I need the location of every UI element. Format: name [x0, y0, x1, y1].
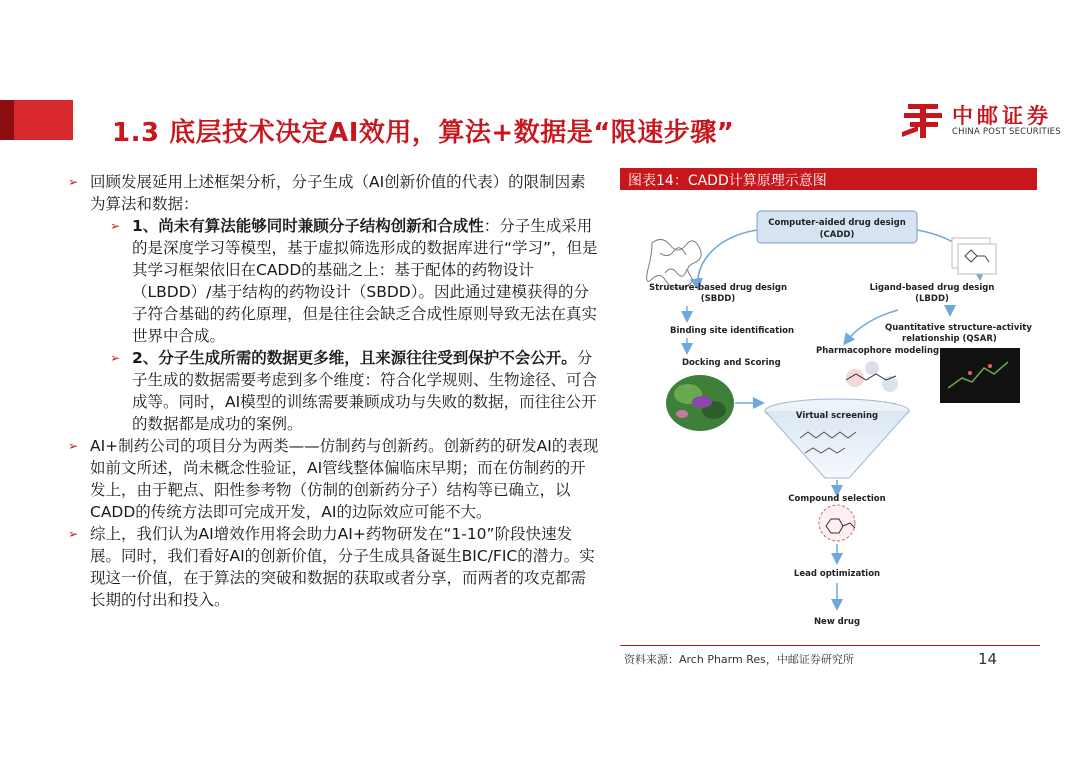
logo-chinese-name: 中邮证券: [952, 104, 1052, 128]
sub-point-text: 分子生成的数据需要考虑到多个维度：符合化学规则、生物途径、可合成等。同时，AI模型的训练需要兼顾成功与失败的数据，而往往公开的数据都是成功的案例。: [132, 349, 598, 433]
china-post-logo-icon: [902, 100, 946, 140]
lead-optimization-label: Lead optimization: [793, 569, 881, 579]
new-drug-label: New drug: [813, 617, 861, 627]
header-accent-red: [14, 100, 73, 140]
binding-site-label: Binding site identification: [670, 326, 795, 336]
source-divider: [620, 645, 1040, 646]
logo-english-name: CHINA POST SECURITIES: [952, 127, 1061, 137]
header-accent-dark: [0, 100, 14, 140]
pharmacophore-model-icon: [846, 361, 898, 392]
page-number: 14: [978, 650, 998, 668]
page-title: 1.3 底层技术决定AI效用，算法+数据是“限速步骤”: [112, 118, 735, 148]
docking-label: Docking and Scoring: [682, 358, 781, 368]
arrow-bullet-icon: ➢: [68, 175, 79, 189]
sbdd-label: Structure-based drug design: [648, 283, 788, 293]
sub-bullet-point: [66, 215, 601, 347]
sub-bullet-point: [66, 347, 601, 435]
figure-title: 图表14：CADD计算原理示意图: [628, 173, 827, 189]
arrow-bullet-icon: ➢: [110, 351, 121, 365]
selected-compound-icon: [819, 505, 855, 541]
cadd-diagram: [640, 198, 1040, 643]
arrow-bullet-icon: ➢: [68, 527, 79, 541]
arrow-bullet-icon: ➢: [110, 219, 121, 233]
sub-point-text: ：分子生成采用的是深度学习等模型，基于虚拟筛选形成的数据库进行“学习”，但是其学习框架依旧在CADD的基础之上：基于配体的药物设计（LBDD）/基于结构的药物设计（SBDD）。因此通过建模获得的分子符合基础的药化原理，但是往往会缺乏合成性原则导致无法在真实世界中合成。: [132, 217, 598, 345]
qsar-label: Quantitative structure-activity: [885, 323, 1032, 333]
paragraph-text: AI+制药公司的项目分为两类——仿制药与创新药。创新药的研发AI的表现如前文所述，尚未概念性验证，AI管线整体偏临床早期；而在仿制药的开发上，由于靶点、阳性参考物（仿制的创新药分子）结构等已确立，以CADD的传统方法即可完成开发，AI的边际效应可能不大。: [90, 437, 599, 521]
lbdd-label: Ligand-based drug design: [869, 283, 995, 293]
sbdd-label-abbr: (SBDD): [700, 294, 736, 304]
company-logo: [902, 100, 1070, 144]
paragraph-text: 综上，我们认为AI增效作用将会助力AI+药物研发在“1-10”阶段快速发展。同时，我们看好AI的创新价值，分子生成具备诞生BIC/FIC的潜力。实现这一价值，在于算法的突破和数据的获取或者分享，而两者的攻克都需长期的付出和投入。: [90, 525, 595, 609]
qsar-label-abbr: relationship (QSAR): [902, 334, 997, 344]
sub-point-heading: 1、尚未有算法能够同时兼顾分子结构创新和合成性: [132, 217, 484, 235]
bullet-point: [66, 435, 601, 523]
figure-source: 资料来源：Arch Pharm Res，中邮证券研究所: [624, 653, 854, 666]
protein-structure-icon: [647, 239, 701, 288]
bullet-point: [66, 523, 601, 611]
main-text: [66, 171, 601, 611]
sub-point-heading: 2、分子生成所需的数据更多维，且来源往往受到保护不会公开。: [132, 349, 577, 367]
cycle-arc-left: [698, 230, 757, 288]
cadd-label-abbr: (CADD): [819, 230, 855, 240]
docked-protein-icon: [666, 375, 734, 431]
pharmacophore-label: Pharmacophore modeling: [816, 346, 940, 356]
qsar-plot-icon: [940, 348, 1020, 403]
bullet-point: [66, 171, 601, 215]
virtual-screening-label: Virtual screening: [795, 411, 879, 421]
compound-selection-label: Compound selection: [788, 494, 886, 504]
lbdd-label-abbr: (LBDD): [915, 294, 949, 304]
ligand-stack-icon: [952, 238, 996, 274]
arrow-bullet-icon: ➢: [68, 439, 79, 453]
paragraph-text: 回顾发展延用上述框架分析，分子生成（AI创新价值的代表）的限制因素为算法和数据：: [90, 173, 586, 213]
cadd-label: Computer-aided drug design: [768, 218, 906, 228]
